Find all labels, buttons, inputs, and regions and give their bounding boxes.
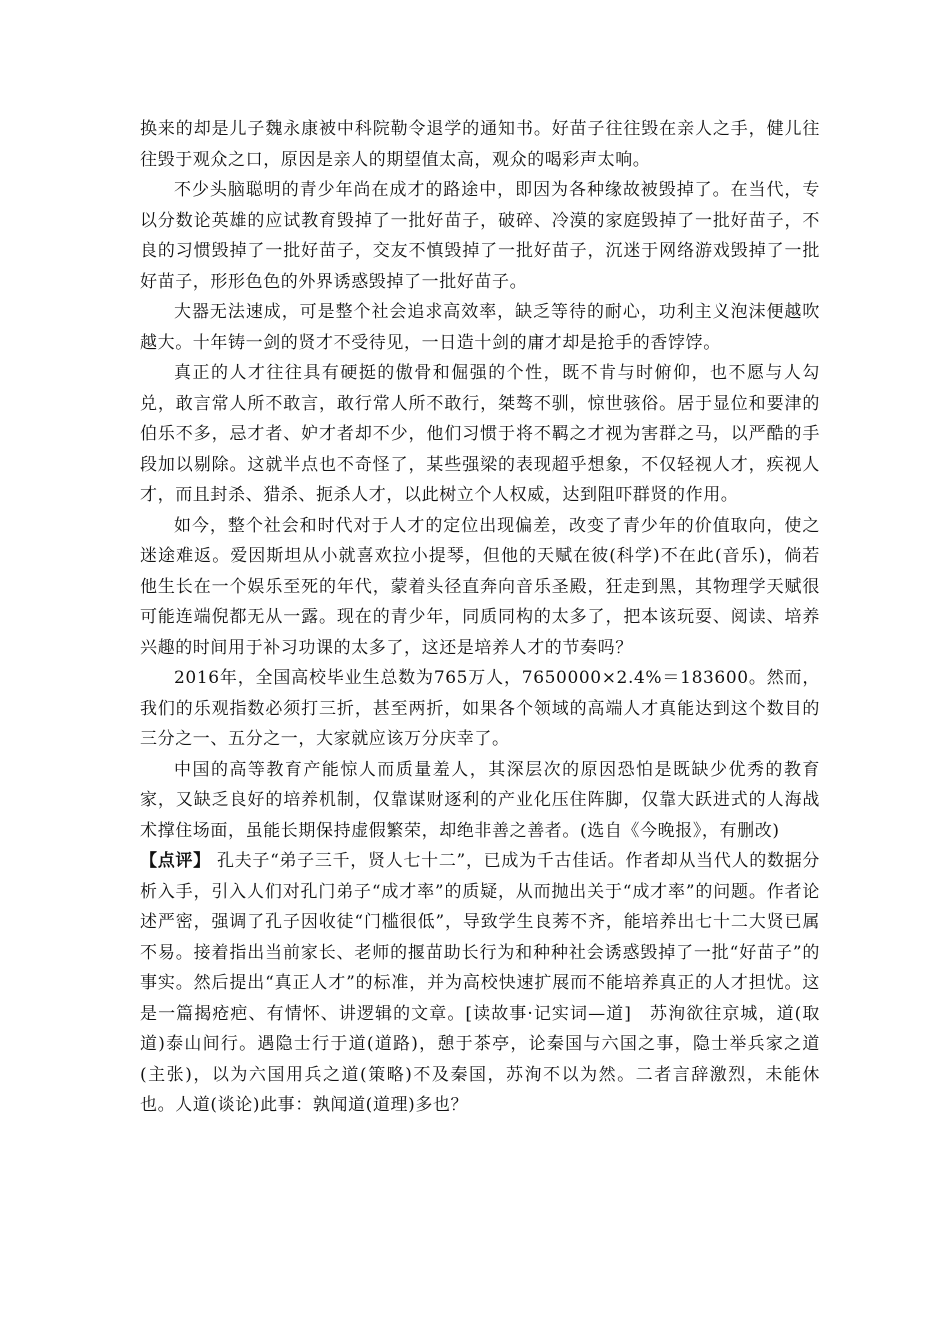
commentary-label: 【点评】 xyxy=(140,851,211,871)
paragraph: 中国的高等教育产能惊人而质量羞人，其深层次的原因恐怕是既缺少优秀的教育家，又缺乏良好的培养机制，仅靠谋财逐利的产业化压住阵脚，仅靠大跃进式的人海战术撑住场面，虽能长期保持虚假繁荣，却绝非善之善者。(选自《今晚报》，有删改) xyxy=(140,759,820,841)
paragraph: 换来的却是儿子魏永康被中科院勒令退学的通知书。好苗子往往毁在亲人之手，健儿往往毁于观众之口，原因是亲人的期望值太高，观众的喝彩声太响。 xyxy=(140,119,820,170)
paragraph: 真正的人才往往具有硬挺的傲骨和倔强的个性，既不肯与时俯仰，也不愿与人勾兑，敢言常人所不敢言，敢行常人所不敢行，桀骜不驯，惊世骇俗。居于显位和要津的伯乐不多，忌才者、妒才者却不少，他们习惯于将不羁之才视为害群之马，以严酷的手段加以剔除。这就半点也不奇怪了，某些强梁的表现超乎想象，不仅轻视人才，疾视人才，而且封杀、猎杀、扼杀人才，以此树立个人权威，达到阻吓群贤的作用。 xyxy=(140,363,820,505)
commentary-paragraph xyxy=(140,846,820,1121)
paragraph: 不少头脑聪明的青少年尚在成才的路途中，即因为各种缘故被毁掉了。在当代，专以分数论英雄的应试教育毁掉了一批好苗子，破碎、冷漠的家庭毁掉了一批好苗子，不良的习惯毁掉了一批好苗子，交友不慎毁掉了一批好苗子，沉迷于网络游戏毁掉了一批好苗子，形形色色的外界诱惑毁掉了一批好苗子。 xyxy=(140,180,820,292)
commentary-text: 孔夫子“弟子三千，贤人七十二”，已成为千古佳话。作者却从当代人的数据分析入手，引入人们对孔门弟子“成才率”的质疑，从而抛出关于“成才率”的问题。作者论述严密，强调了孔子因收徒“门槛很低”，导致学生良莠不齐，能培养出七十二大贤已属不易。接着指出当前家长、老师的揠苗助长行为和种种社会诱惑毁掉了一批“好苗子”的事实。然后提出“真正人才”的标准，并为高校快速扩展而不能培养真正的人才担忧。这是一篇揭疮疤、有情怀、讲逻辑的文章。[读故事·记实词—道] 苏洵欲往京城，道(取道)泰山间行。遇隐士行于道(道路)，憩于茶亭，论秦国与六国之事，隐士举兵家之道(主张)，以为六国用兵之道(策略)不及秦国，苏洵不以为然。二者言辞激烈，未能休也。人道(谈论)此事：孰闻道(道理)多也？ xyxy=(140,851,820,1115)
paragraph: 如今，整个社会和时代对于人才的定位出现偏差，改变了青少年的价值取向，使之迷途难返。爱因斯坦从小就喜欢拉小提琴，但他的天赋在彼(科学)不在此(音乐)，倘若他生长在一个娱乐至死的年代，蒙着头径直奔向音乐圣殿，狂走到黑，其物理学天赋很可能连端倪都无从一露。现在的青少年，同质同构的太多了，把本该玩耍、阅读、培养兴趣的时间用于补习功课的太多了，这还是培养人才的节奏吗？ xyxy=(140,515,820,658)
paragraph: 2016年，全国高校毕业生总数为765万人，7650000×2.4%＝183600。然而，我们的乐观指数必须打三折，甚至两折，如果各个领域的高端人才真能达到这个数目的三分之一、五分之一，大家就应该万分庆幸了。 xyxy=(140,668,820,749)
article-body xyxy=(140,114,820,1121)
paragraph: 大器无法速成，可是整个社会追求高效率，缺乏等待的耐心，功利主义泡沫便越吹越大。十年铸一剑的贤才不受待见，一日造十剑的庸才却是抢手的香饽饽。 xyxy=(140,302,820,353)
